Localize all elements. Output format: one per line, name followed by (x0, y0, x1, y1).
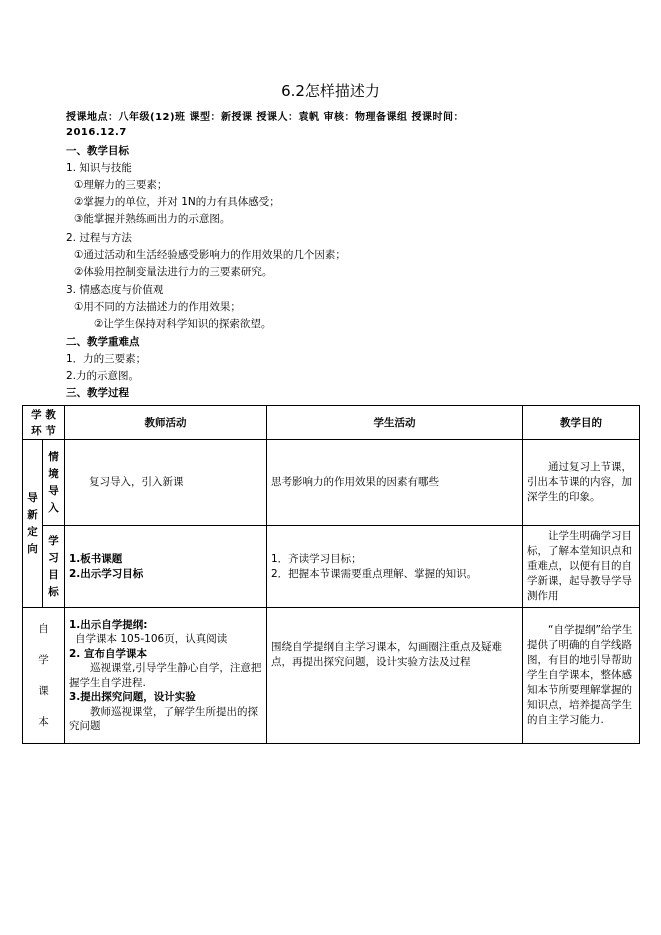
label-char: 自 (38, 622, 49, 635)
label-char: 学 (48, 534, 59, 547)
teacher-text: 教师巡视课堂，了解学生所提出的探究问题 (69, 705, 258, 732)
keypoint-item: 1．力的三要素； (66, 353, 147, 365)
teacher-text: 2.出示学习目标 (69, 567, 144, 580)
student-activity: 围绕自学提纲自主学习课本，勾画圈注重点及疑难点，再提出探究问题，设计实验方法及过程 (267, 608, 523, 744)
group-label-zixue (23, 608, 65, 744)
step-label-qingjing (43, 440, 65, 526)
table-row (23, 608, 640, 744)
teacher-activity (65, 526, 267, 608)
teaching-purpose: “自学提纲”给学生提供了明确的自学线路图，有目的地引导帮助学生自学课本，整体感知本节所要理解掌握的知识点，培养提高学生的自主学习能力. (523, 608, 640, 744)
header-stage-top: 学 教 (31, 408, 56, 421)
teacher-step-heading: 3.提出探究问题，设计实验 (69, 691, 196, 703)
objective-item: ①用不同的方法描述力的作用效果； (74, 301, 241, 313)
student-activity (267, 526, 523, 608)
label-char: 课 (38, 684, 49, 697)
label-char: 境 (48, 467, 59, 480)
label-char: 学 (38, 653, 49, 666)
label-char: 目 (48, 568, 59, 581)
teacher-activity (65, 608, 267, 744)
objective-item: ③能掌握并熟练画出力的示意图。 (74, 213, 231, 225)
keypoint-item: 2.力的示意图。 (66, 370, 140, 382)
label-char: 定 (27, 525, 38, 538)
objective-item: ②体验用控制变量法进行力的三要素研究。 (74, 266, 273, 278)
student-text: 2．把握本节课需要重点理解、掌握的知识。 (271, 567, 478, 580)
objective-section-1: 1. 知识与技能 (66, 162, 132, 174)
meta-info: 授课地点：八年级(12)班 课型：新授课 授课人：袁帆 审核：物理备课组 授课时间： (66, 112, 464, 123)
keypoints-heading: 二、教学重难点 (66, 336, 140, 348)
step-label-xuexi (43, 526, 65, 608)
objectives-heading: 一、教学目标 (66, 145, 129, 157)
label-char: 新 (27, 508, 38, 521)
label-char: 标 (48, 585, 59, 598)
objective-item: ①通过活动和生活经验感受影响力的作用效果的几个因素； (74, 249, 346, 261)
teacher-text: 1.板书课题 (69, 552, 123, 565)
label-char: 入 (48, 501, 59, 514)
header-teacher: 教师活动 (65, 406, 267, 440)
teacher-text: 自学课本 105-106页，认真阅读 (75, 633, 228, 645)
table-row (23, 440, 640, 526)
objective-item: ①理解力的三要素； (74, 179, 168, 191)
table-header-row (23, 406, 640, 440)
label-char: 情 (48, 450, 59, 463)
group-label-daoxin (23, 440, 43, 608)
teaching-purpose: 让学生明确学习目标，了解本堂知识点和重难点，以便有目的自学新课，起导教导学导测作用 (523, 526, 640, 608)
teacher-step-heading: 1.出示自学提纲: (69, 618, 148, 631)
label-char: 导 (48, 484, 59, 497)
teacher-text: 复习导入，引入新课 (89, 476, 184, 488)
page-title: 6.2怎样描述力 (281, 82, 380, 100)
header-stage-bottom: 环 节 (31, 424, 56, 437)
objective-section-2: 2. 过程与方法 (66, 232, 132, 244)
teaching-purpose: 通过复习上节课，引出本节课的内容，加深学生的印象。 (523, 440, 640, 526)
objective-item: ②让学生保持对科学知识的探索欲望。 (94, 318, 272, 330)
objective-item: ②掌握力的单位，并对 1N的力有具体感受； (74, 196, 280, 208)
table-row (23, 526, 640, 608)
header-stage (23, 406, 65, 440)
teacher-text: 巡视课堂,引导学生静心自学，注意把握学生自学进程. (69, 662, 262, 689)
student-activity: 思考影响力的作用效果的因素有哪些 (267, 440, 523, 526)
meta-date: 2016.12.7 (66, 127, 127, 138)
teacher-step-heading: 2. 宣布自学课本 (69, 647, 147, 660)
objective-section-3: 3. 情感态度与价值观 (66, 284, 164, 296)
teaching-process-table (22, 405, 640, 744)
label-char: 本 (38, 715, 49, 728)
label-char: 导 (27, 491, 38, 504)
header-student: 学生活动 (267, 406, 523, 440)
student-text: 1．齐读学习目标； (271, 552, 362, 565)
process-heading: 三、教学过程 (66, 387, 129, 399)
label-char: 向 (27, 542, 38, 555)
label-char: 习 (48, 551, 59, 564)
header-purpose: 教学目的 (523, 406, 640, 440)
teacher-activity (65, 440, 267, 526)
